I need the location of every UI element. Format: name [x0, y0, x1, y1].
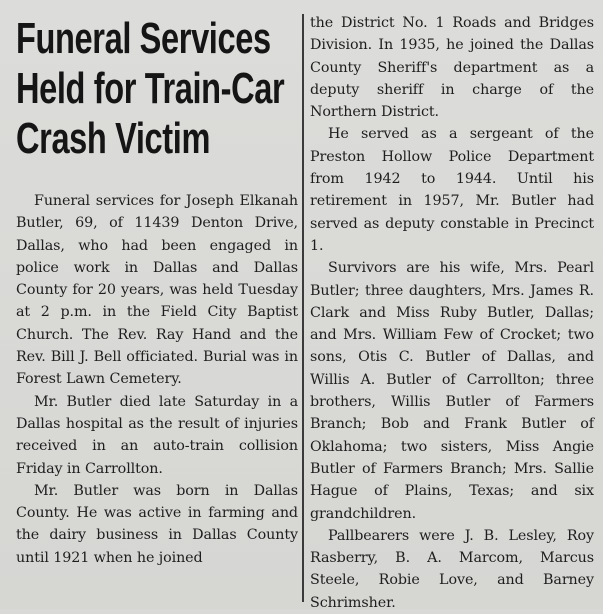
article-paragraph: Survivors are his wife, Mrs. Pearl Butler; three daughters, Mrs. James R. Clark and Miss Ruby Butler, Dallas; and Mrs. William Few of Crocket; two sons, Otis C. Butler of Dallas, and Willis A. Butler of Carrollton; three brothers, Willis Butler of Farmers Branch; Bob and Frank Butler of Oklahoma; two sisters, Miss Angie Butler of Farmers Branch; Mrs. Sallie Hague of Plains, Texas; and six grandchildren. — [310, 260, 594, 522]
headline-line: Funeral Services — [16, 14, 271, 63]
left-column — [16, 14, 298, 566]
headline-line: Held for Train-Car — [16, 64, 285, 113]
left-body-text — [16, 190, 298, 569]
article-paragraph: the District No. 1 Roads and Bridges Division. In 1935, he joined the Dallas County Sheriff's department as a deputy sheriff in charge of the Northern District. — [310, 15, 594, 121]
article-paragraph: Mr. Butler died late Saturday in a Dallas hospital as the result of injuries received in an auto-train collision Friday in Carrollton. — [16, 393, 298, 477]
headline-line: Crash Victim — [16, 114, 211, 163]
article-paragraph: Mr. Butler was born in Dallas County. He was active in farming and the dairy business in Dallas County until 1921 when he joined — [16, 482, 298, 566]
headline — [16, 14, 297, 164]
article-paragraph: He served as a sergeant of the Preston Hollow Police Department from 1942 to 1944. Until his retirement in 1957, Mr. Butler had served as deputy constable in Precinct 1. — [310, 126, 594, 254]
article-paragraph: Pallbearers were J. B. Lesley, Roy Rasberry, B. A. Marcom, Marcus Steele, Robie Love, and Barney Schrimsher. — [310, 527, 594, 611]
column-divider — [302, 14, 304, 602]
right-column — [310, 12, 594, 614]
article-paragraph: Funeral services for Joseph Elkanah Butler, 69, of 11439 Denton Drive, Dallas, who had been engaged in police work in Dallas and Dallas County for 20 years, was held Tuesday at 2 p.m. in the Field City Baptist Church. The Rev. Ray Hand and the Rev. Bill J. Bell officiated. Burial was in Forest Lawn Cemetery. — [16, 193, 298, 388]
